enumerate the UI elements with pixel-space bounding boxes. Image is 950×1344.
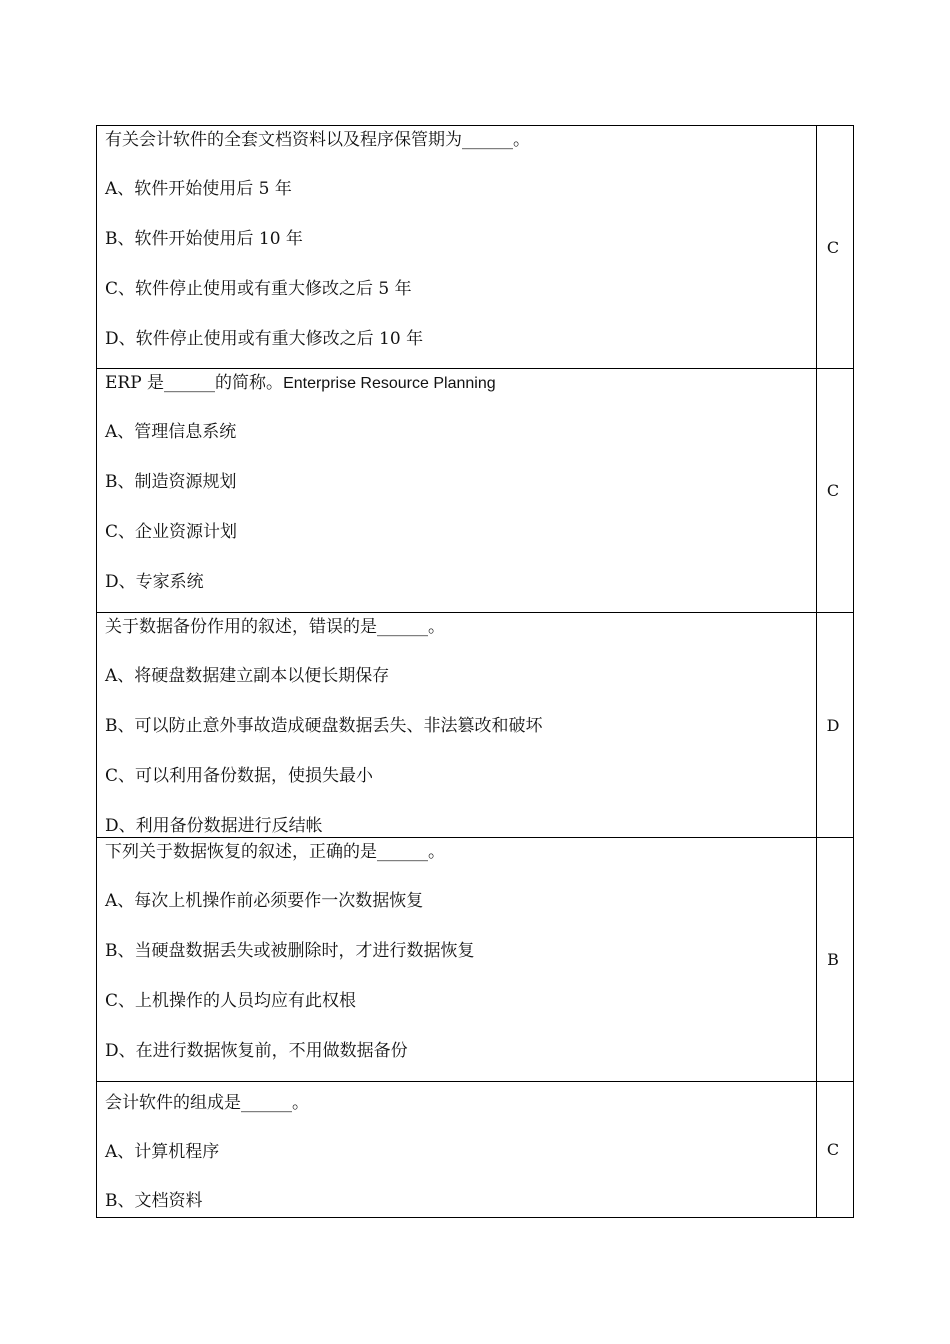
option-d: D、利用备份数据进行反结帐 (105, 816, 323, 836)
question-stem: ERP 是______的简称。 (105, 373, 284, 393)
option-a: A、软件开始使用后 5 年 (105, 179, 292, 199)
answer-cell (817, 838, 854, 1082)
answer-label: C (826, 1140, 840, 1159)
option-d: D、在进行数据恢复前，不用做数据备份 (105, 1041, 408, 1061)
answer-cell (817, 1082, 854, 1218)
stem-note: Enterprise Resource Planning (283, 375, 496, 392)
question-stem: 会计软件的组成是______。 (105, 1093, 309, 1113)
option-d: D、软件停止使用或有重大修改之后 10 年 (105, 329, 424, 349)
question-stem: 关于数据备份作用的叙述，错误的是______。 (105, 617, 445, 637)
answer-cell (817, 613, 854, 838)
answer-label: B (827, 950, 839, 969)
question-row (97, 838, 854, 1082)
option-b: B、可以防止意外事故造成硬盘数据丢失、非法篡改和破坏 (105, 716, 543, 736)
answer-label: C (826, 237, 840, 257)
question-row (97, 369, 854, 613)
option-b: B、当硬盘数据丢失或被删除时，才进行数据恢复 (105, 941, 475, 961)
option-d: D、专家系统 (105, 572, 204, 592)
answer-label: D (826, 715, 840, 735)
option-b: B、制造资源规划 (105, 472, 237, 492)
option-a: A、管理信息系统 (105, 422, 237, 442)
option-c: C、上机操作的人员均应有此权根 (105, 991, 357, 1011)
question-stem-line (105, 371, 496, 396)
question-cell (97, 1082, 817, 1218)
question-table (96, 125, 854, 1218)
option-c: C、软件停止使用或有重大修改之后 5 年 (105, 279, 412, 299)
answer-cell (817, 126, 854, 369)
option-b: B、文档资料 (105, 1191, 203, 1211)
question-stem: 有关会计软件的全套文档资料以及程序保管期为______。 (105, 130, 530, 150)
question-cell (97, 369, 817, 613)
answer-cell (817, 369, 854, 613)
option-a: A、计算机程序 (105, 1142, 220, 1162)
option-c: C、可以利用备份数据，使损失最小 (105, 766, 374, 786)
question-cell (97, 613, 817, 838)
question-stem: 下列关于数据恢复的叙述，正确的是______。 (105, 842, 445, 862)
question-row (97, 613, 854, 838)
option-a: A、将硬盘数据建立副本以便长期保存 (105, 666, 390, 686)
option-b: B、软件开始使用后 10 年 (105, 229, 303, 249)
option-a: A、每次上机操作前必须要作一次数据恢复 (105, 891, 424, 911)
question-row (97, 1082, 854, 1218)
question-row (97, 126, 854, 369)
answer-label: C (826, 481, 840, 500)
question-cell (97, 838, 817, 1082)
question-cell (97, 126, 817, 369)
option-c: C、企业资源计划 (105, 522, 238, 542)
